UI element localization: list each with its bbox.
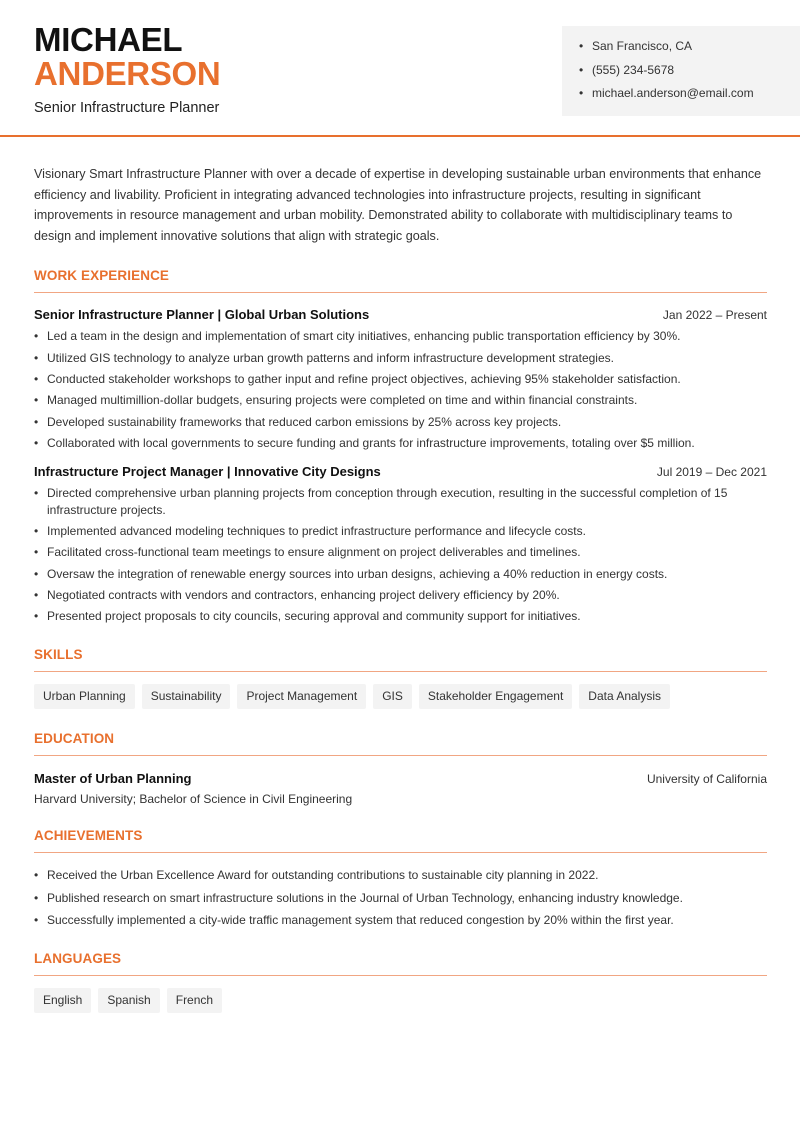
- list-item: [34, 608, 767, 625]
- section-title: EDUCATION: [34, 731, 767, 756]
- bullet-text: Developed sustainability frameworks that reduced carbon emissions by 25% across key projects.: [47, 414, 562, 429]
- bullet-text: Presented project proposals to city councils, securing approval and community support for initiatives.: [47, 609, 581, 624]
- bullet-text: Collaborated with local governments to secure funding and grants for infrastructure improvements, totaling over $5 million.: [47, 435, 695, 450]
- education-detail: Harvard University; Bachelor of Science in Civil Engineering: [34, 792, 353, 807]
- job-role: Senior Infrastructure Planner | Global Urban Solutions: [34, 307, 370, 323]
- section-title: ACHIEVEMENTS: [34, 828, 767, 853]
- bullet-text: Implemented advanced modeling techniques to predict infrastructure performance and lifecycle costs.: [47, 524, 586, 539]
- skill-tag: Urban Planning: [34, 684, 135, 709]
- job-header: [34, 307, 767, 322]
- job-bullets: [34, 328, 767, 451]
- list-item: [34, 544, 767, 561]
- skill-tag: Data Analysis: [579, 684, 670, 709]
- school: University of California: [646, 772, 767, 787]
- achievements-list: [34, 867, 767, 929]
- bullet-text: Published research on smart infrastructure solutions in the Journal of Urban Technology, enhancing industry knowledge.: [47, 890, 683, 905]
- bullet-icon: •: [34, 566, 39, 581]
- list-item: [34, 587, 767, 604]
- skills-section: [34, 647, 767, 709]
- bullet-icon: •: [34, 329, 39, 344]
- bullet-icon: •: [34, 371, 39, 386]
- education-section: [34, 731, 767, 806]
- first-name: MICHAEL: [34, 21, 183, 58]
- contact-phone-text: (555) 234-5678: [592, 62, 675, 77]
- skill-tag: Stakeholder Engagement: [419, 684, 572, 709]
- resume-header: [0, 0, 800, 137]
- list-item: [34, 912, 767, 929]
- job-dates: Jan 2022 – Present: [662, 308, 767, 323]
- skill-tag: Project Management: [237, 684, 366, 709]
- bullet-icon: •: [34, 588, 39, 603]
- education-header: [34, 771, 767, 786]
- bullet-icon: •: [34, 524, 39, 539]
- bullet-icon: •: [34, 545, 39, 560]
- bullet-text: Negotiated contracts with vendors and contractors, enhancing project delivery efficiency by 20%.: [47, 588, 560, 603]
- job-dates: Jul 2019 – Dec 2021: [656, 464, 767, 479]
- bullet-icon: •: [34, 609, 39, 624]
- bullet-text: Received the Urban Excellence Award for outstanding contributions to sustainable city planning in 2022.: [47, 868, 599, 883]
- language-tag: English: [34, 988, 91, 1013]
- list-item: [34, 890, 767, 907]
- name-block: [34, 23, 220, 116]
- bullet-text: Directed comprehensive urban planning projects from conception through execution, resulting in the successful completion of 15 infrastructure projects.: [47, 485, 728, 517]
- language-tag: French: [167, 988, 222, 1013]
- work-experience-section: [34, 268, 767, 625]
- bullet-icon: •: [579, 86, 584, 100]
- bullet-text: Facilitated cross-functional team meetings to ensure alignment on project deliverables and timelines.: [47, 545, 581, 560]
- list-item: [34, 566, 767, 583]
- bullet-icon: •: [34, 414, 39, 429]
- bullet-text: Utilized GIS technology to analyze urban growth patterns and inform infrastructure development strategies.: [47, 350, 614, 365]
- bullet-text: Led a team in the design and implementation of smart city initiatives, enhancing public transportation efficiency by 30%.: [47, 329, 681, 344]
- bullet-icon: •: [34, 912, 39, 927]
- bullet-icon: •: [34, 485, 39, 500]
- list-item: [34, 414, 767, 431]
- language-tag: Spanish: [98, 988, 159, 1013]
- list-item: [34, 371, 767, 388]
- languages-section: [34, 951, 767, 1013]
- education-entry: [34, 771, 767, 806]
- bullet-text: Managed multimillion-dollar budgets, ensuring projects were completed on time and within financial constraints.: [47, 393, 638, 408]
- resume-content: [34, 164, 767, 1013]
- section-title: LANGUAGES: [34, 951, 767, 976]
- section-title: SKILLS: [34, 647, 767, 672]
- skill-tag: GIS: [373, 684, 412, 709]
- list-item: [34, 328, 767, 345]
- bullet-icon: •: [34, 350, 39, 365]
- job-bullets: [34, 485, 767, 625]
- skills-tags: [34, 684, 767, 709]
- contact-phone: [579, 62, 800, 86]
- bullet-icon: •: [34, 435, 39, 450]
- list-item: [34, 485, 767, 519]
- achievements-section: [34, 828, 767, 929]
- last-name: ANDERSON: [34, 55, 221, 92]
- bullet-icon: •: [579, 62, 584, 77]
- bullet-text: Successfully implemented a city-wide traffic management system that reduced congestion by 20% within the first year.: [47, 912, 674, 927]
- list-item: [34, 523, 767, 540]
- job-entry: [34, 307, 767, 451]
- job-entry: [34, 464, 767, 625]
- bullet-icon: •: [34, 890, 39, 905]
- list-item: [34, 867, 767, 884]
- contact-location: [579, 38, 800, 62]
- job-header: [34, 464, 767, 479]
- bullet-icon: •: [34, 393, 39, 408]
- section-title: WORK EXPERIENCE: [34, 268, 767, 293]
- contact-email: [579, 85, 800, 109]
- job-title: Senior Infrastructure Planner: [34, 100, 220, 116]
- contact-location-text: San Francisco, CA: [592, 39, 693, 53]
- contact-box: [562, 26, 800, 116]
- summary: Visionary Smart Infrastructure Planner with over a decade of expertise in developing sustainable urban environments that enhance efficiency and livability. Proficient in integrating advanced technologies into infrastructure projects, resulting in significant improvements in resource management and urban mobility. Demonstrated ability to collaborate with multidisciplinary teams to design and implement innovative solutions that align with strategic goals.: [34, 167, 762, 243]
- degree: Master of Urban Planning: [34, 771, 192, 787]
- bullet-icon: •: [34, 868, 39, 883]
- job-role: Infrastructure Project Manager | Innovative City Designs: [34, 463, 381, 479]
- skill-tag: Sustainability: [142, 684, 231, 709]
- list-item: [34, 392, 767, 409]
- bullet-icon: •: [579, 39, 584, 53]
- language-tags: [34, 988, 767, 1013]
- list-item: [34, 350, 767, 367]
- bullet-text: Conducted stakeholder workshops to gather input and refine project objectives, achieving 95% stakeholder satisfaction.: [47, 371, 681, 386]
- bullet-text: Oversaw the integration of renewable energy sources into urban designs, achieving a 40% reduction in energy costs.: [47, 566, 668, 581]
- contact-email-text: michael.anderson@email.com: [592, 86, 754, 100]
- list-item: [34, 435, 767, 452]
